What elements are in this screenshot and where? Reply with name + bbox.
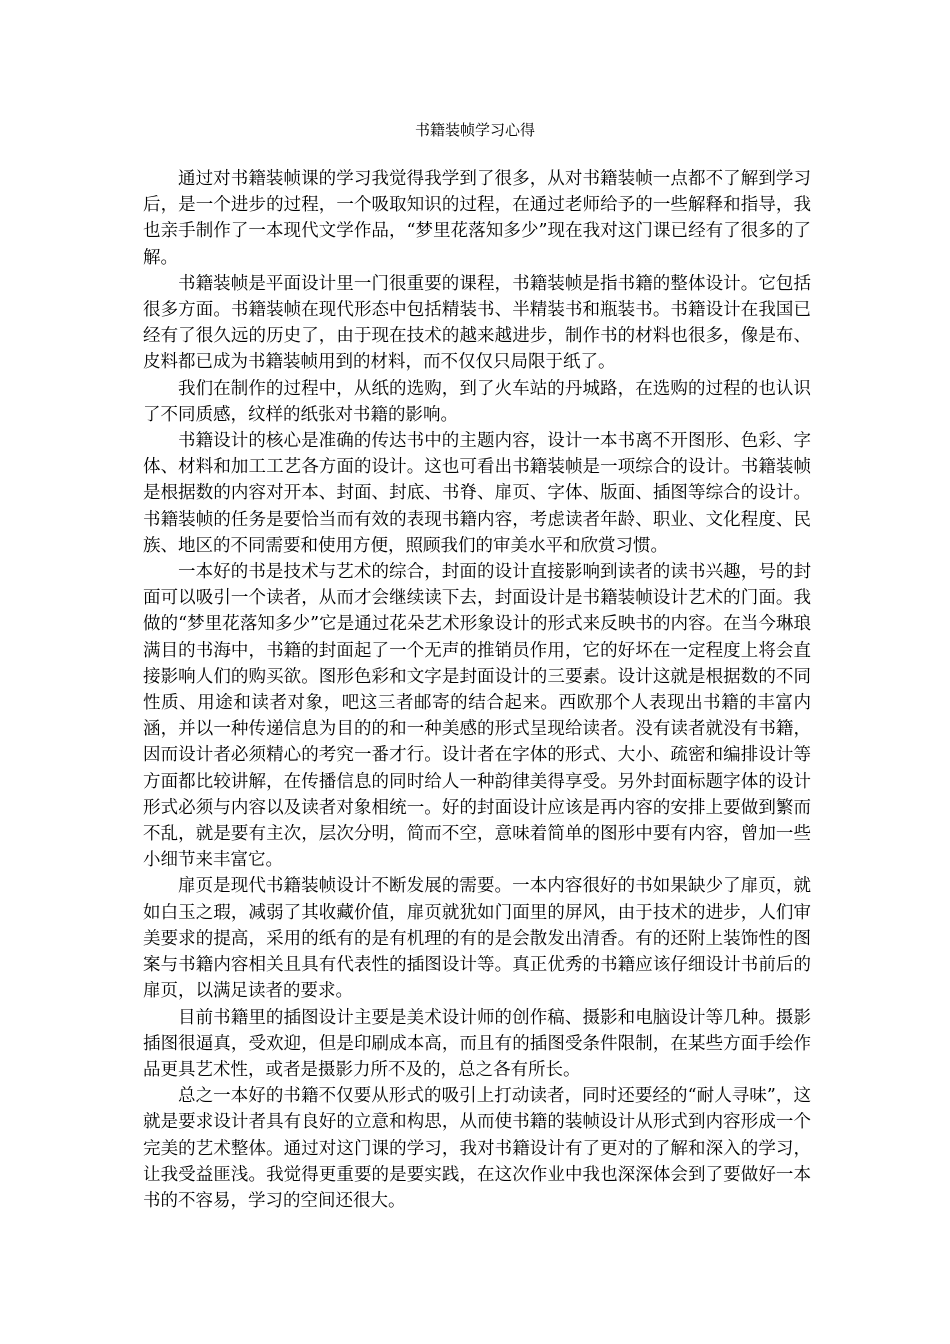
paragraph-6: 扉页是现代书籍装帧设计不断发展的需要。一本内容很好的书如果缺少了扉页，就如白玉之瑕，减弱了其收藏价值，扉页就犹如门面里的屏风，由于技术的进步，人们审美要求的提高，采用的纸有的是有机理的有的是会散发出清香。有的还附上装饰性的图案与书籍内容相关且具有代表性的插图设计等。真正优秀的书籍应该仔细设计书前后的扉页，以满足读者的要求。 [143,876,811,1002]
paragraph-3: 我们在制作的过程中，从纸的选购，到了火车站的丹城路，在选购的过程的也认识了不同质感，纹样的纸张对书籍的影响。 [143,378,811,425]
paragraph-5: 一本好的书是技术与艺术的综合，封面的设计直接影响到读者的读书兴趣，号的封面可以吸引一个读者，从而才会继续读下去，封面设计是书籍装帧设计艺术的门面。我做的“梦里花落知多少”它是通过花朵艺术形象设计的形式来反映书的内容。在当今琳琅满目的书海中，书籍的封面起了一个无声的推销员作用，它的好坏在一定程度上将会直接影响人们的购买欲。图形色彩和文字是封面设计的三要素。设计这就是根据数的不同性质、用途和读者对象，吧这三者邮寄的结合起来。西欧那个人表现出书籍的丰富内涵，并以一种传递信息为目的的和一种美感的形式呈现给读者。没有读者就没有书籍，因而设计者必须精心的考究一番才行。设计者在字体的形式、大小、疏密和编排设计等方面都比较讲解，在传播信息的同时给人一种韵律美得享受。另外封面标题字体的设计形式必须与内容以及读者对象相统一。好的封面设计应该是再内容的安排上要做到繁而不乱，就是要有主次，层次分明，简而不空，意味着简单的图形中要有内容，曾加一些小细节来丰富它。 [143,562,811,871]
document-body [143,166,811,1214]
paragraph-1: 通过对书籍装帧课的学习我觉得我学到了很多，从对书籍装帧一点都不了解到学习后，是一个进步的过程，一个吸取知识的过程，在通过老师给予的一些解释和指导，我也亲手制作了一本现代文学作品，“梦里花落知多少”现在我对这门课已经有了很多的了解。 [143,169,811,268]
document-title: 书籍装帧学习心得 [414,121,535,139]
paragraph-2: 书籍装帧是平面设计里一门很重要的课程，书籍装帧是指书籍的整体设计。它包括很多方面。书籍装帧在现代形态中包括精装书、半精装书和瓶装书。书籍设计在我国已经有了很久远的历史了，由于现在技术的越来越进步，制作书的材料也很多，像是布、皮料都已成为书籍装帧用到的材料，而不仅仅只局限于纸了。 [143,273,811,373]
paragraph-7: 目前书籍里的插图设计主要是美术设计师的创作稿、摄影和电脑设计等几种。摄影插图很逼真，受欢迎，但是印刷成本高，而且有的插图受条件限制，在某些方面手绘作品更具艺术性，或者是摄影力所不及的，总之各有所长。 [143,1007,811,1080]
paragraph-8: 总之一本好的书籍不仅要从形式的吸引上打动读者，同时还要经的“耐人寻味”，这就是要求设计者具有良好的立意和构思，从而使书籍的装帧设计从形式到内容形成一个完美的艺术整体。通过对这门课的学习，我对书籍设计有了更对的了解和深入的学习，让我受益匪浅。我觉得更重要的是要实践，在这次作业中我也深深体会到了要做好一本书的不容易，学习的空间还很大。 [143,1086,811,1211]
paragraph-4: 书籍设计的核心是准确的传达书中的主题内容，设计一本书离不开图形、色彩、字体、材料和加工工艺各方面的设计。这也可看出书籍装帧是一项综合的设计。书籍装帧是根据数的内容对开本、封面、封底、书脊、扉页、字体、版面、插图等综合的设计。书籍装帧的任务是要恰当而有效的表现书籍内容，考虑读者年龄、职业、文化程度、民族、地区的不同需要和使用方便，照顾我们的审美水平和欣赏习惯。 [143,431,811,556]
